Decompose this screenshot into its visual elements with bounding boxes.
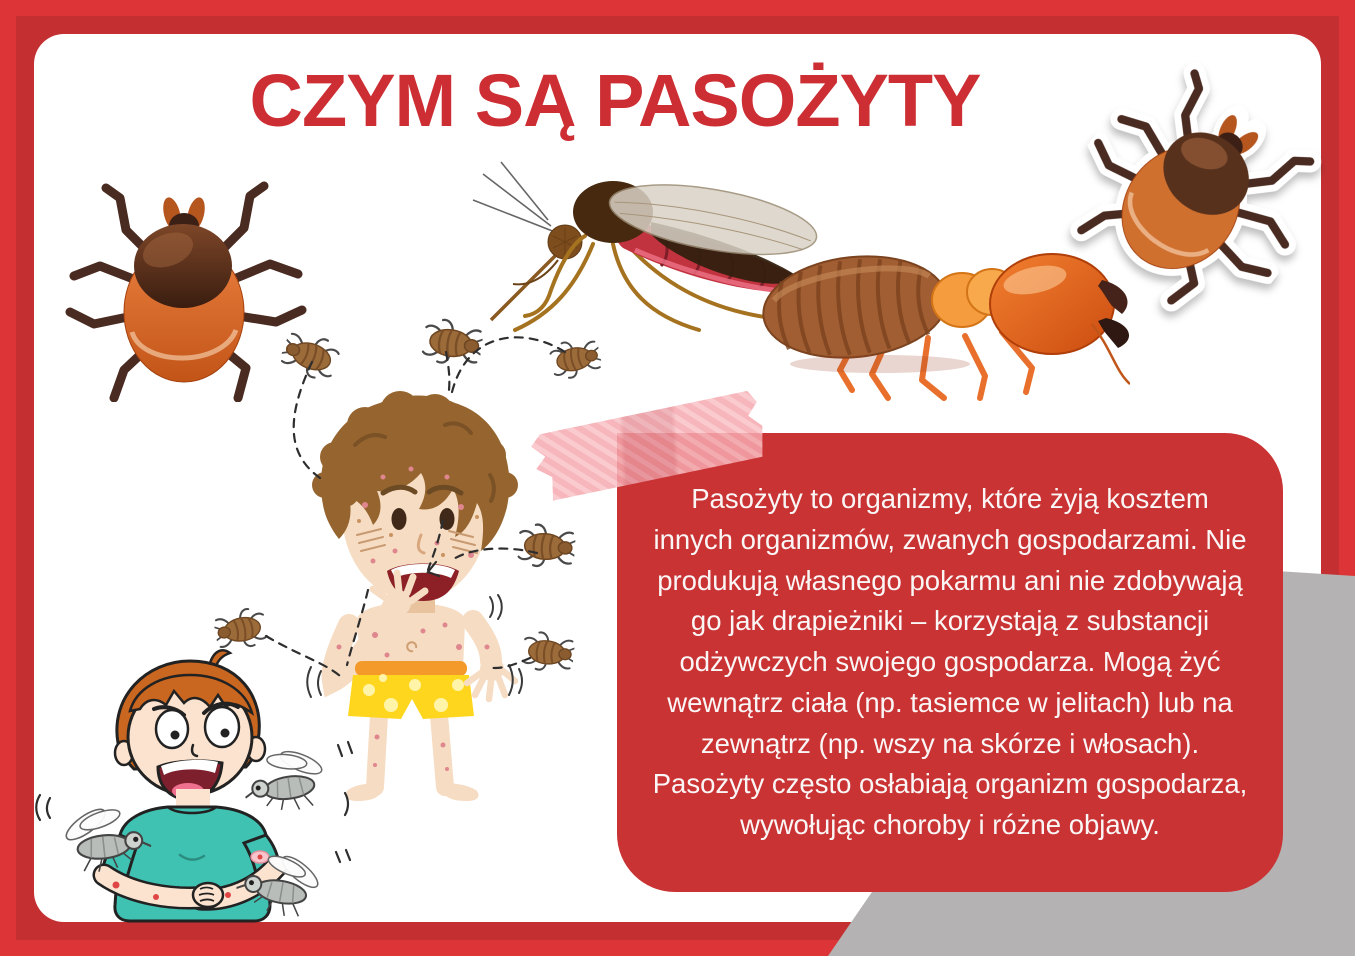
termite-icon: [740, 222, 1130, 402]
tick-icon: [62, 162, 312, 402]
cartoon-mosquito-icon: [239, 735, 348, 818]
info-textbox: [617, 433, 1283, 892]
louse-icon: [417, 314, 485, 369]
louse-icon: [518, 627, 576, 674]
louse-icon: [513, 520, 576, 570]
info-text: Pasożyty to organizmy, które żyją kosztem innych organizmów, zwanych gospodarzami. Nie produkują własnego pokarmu ani nie zdobywają go jak drapieżniki – korzystają z substancji odżywczych swojego gospodarza. Mogą żyć wewnątrz ciała (np. tasiemce w jelitach) lub na zewnątrz (np. wszy na skórze i włosach). Pasożyty często osłabiają organizm gospodarza, wywołując choroby i różne objawy.: [652, 483, 1248, 840]
cartoon-mosquito-icon: [41, 795, 153, 880]
page-title: CZYM SĄ PASOŻYTY: [249, 59, 981, 142]
